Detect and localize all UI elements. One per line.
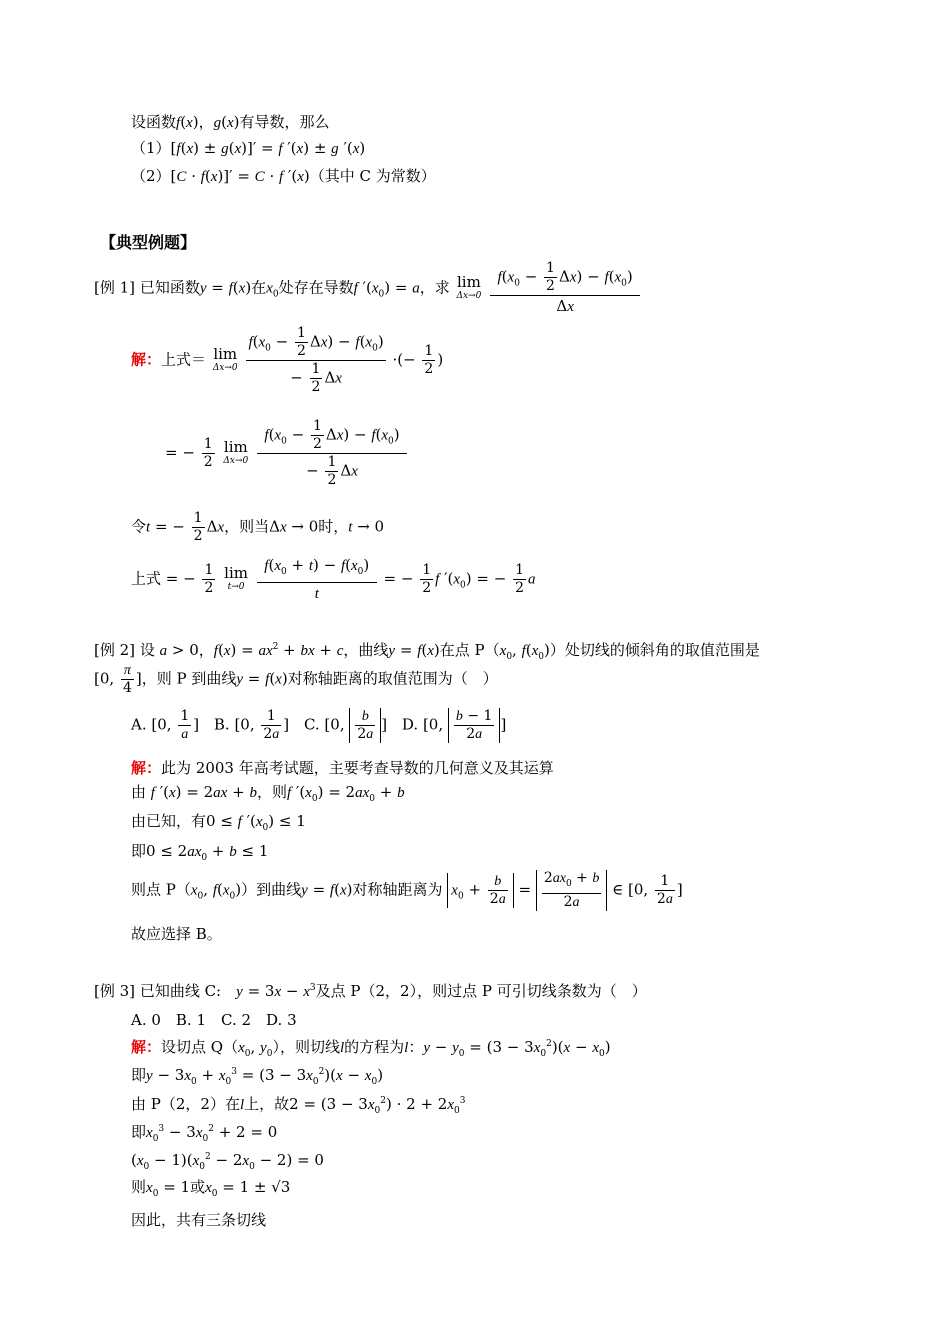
ex2-stem: [例 2] 设 a > 0，$f(x) = ax^2$ + bx + c，曲线y = f(x)在点 $P(x_0$, $f(x_0)$）处切线的倾斜角的取值范围是: [94, 641, 760, 662]
ex1-step1: 解：上式＝ lim Δx→0 $f(x_0$ − $\frac{1}{2}$ $\Delta x) - f(x_0)$ − $\frac{1}{2}$ Δx ·(− $\frac{1}{2}$ ): [131, 325, 444, 395]
ex2-sol: 解：此为 2003 年高考试题，主要考查导数的几何意义及其运算: [131, 759, 554, 777]
ex2-options: A. [0, $\frac{1}{a}$ ] B. [0, $\frac{1}{2a}$ ] C. [0, $\frac{b}{2a}$ ] D. [0, $\frac{b - 1}{2a}$ ]: [131, 708, 507, 742]
ex3-s6: 则$x_0 = 1$或$x_0 = 1 \pm √3$: [131, 1178, 291, 1199]
ex3-s1: 解：设切点 $Q(x_0$, $y_0$），则切线l的方程为l：$y - y_0 = (3 - 3x_0^2)(x - x_0)$: [131, 1038, 611, 1059]
ex1-stem: [例 1] 已知函数y = f(x)在$x_0$处存在导数f $'(x_0) = a$，求 lim Δx→0 $f(x_0$ − $\frac{1}{2}$ $\Delta x) - f(x_0)$ Δx: [94, 260, 642, 317]
ex3-s5: $(x_0 - 1)(x_0^2 - 2x_0 - 2) = 0$: [131, 1151, 324, 1172]
ex2-conclusion: 故应选择 B。: [131, 925, 222, 943]
ex2-s2: 由 f ′(x) = 2ax + b，则f $'(x_0) = 2ax_0 + b$: [131, 783, 405, 804]
ex2-stem-2: [0, $\frac{\pi}{4}$ ]，则 P 到曲线y = f(x)对称轴距离的取值范围为（ ）: [94, 663, 498, 696]
rule-2: （2）[C · f(x)]′ = C · f ′(x)（其中 C 为常数）: [131, 167, 436, 185]
ex2-s3: 由已知，有0 ≤ f $'(x_0) \le 1$: [131, 812, 306, 833]
ex3-stem: [例 3] 已知曲线 C: $y = 3x - x^3$及点 P（2，2），则过点 P 可引切线条数为（ ）: [94, 982, 647, 1000]
ex2-s4: 即$0 \le 2ax_0 + b \le 1$: [131, 842, 269, 863]
ex1-step2: = − $\frac{1}{2}$ lim Δx→0 $f(x_0$ − $\frac{1}{2}$ $\Delta x) - f(x_0)$ − $\frac{1}{2}$ Δx: [165, 418, 409, 489]
ex3-s2: 即$y - 3x_0 + x_0^3 = (3 - 3x_0^2)(x - x_0)$: [131, 1066, 384, 1087]
section-title: 【典型例题】: [100, 233, 197, 252]
ex1-sub: 令t = − $\frac{1}{2}$ Δx，则当Δx → 0时，t → 0: [131, 510, 385, 544]
ex3-s3: 由 P（2，2）在l上，故$2 = (3 - 3x_0^2) \cdot 2 + 2x_0^3$: [131, 1095, 466, 1116]
ex1-final: 上式 = − $\frac{1}{2}$ lim t→0 $\frac{f(x_0 + t) - f(x_0)}{t}$ = − $\frac{1}{2}$ f $'(x_0)$ = − $\frac{1}{2}$ a: [131, 556, 536, 602]
ex3-options: A. 0 B. 1 C. 2 D. 3: [131, 1011, 297, 1029]
ex2-s5: 则点 $P(x_0$, $f(x_0)$）到曲线y = f(x)对称轴距离为 $x_0$ + $\frac{b}{2a}$ = $\frac{2ax_0 + b}{2a}$ ∈ [0, $\frac{1}{2a}$ ]: [131, 870, 683, 910]
rule-1: （1）[f(x) ± g(x)]′ = f ′(x) ± g ′(x): [131, 139, 366, 157]
rule-intro: 设函数f(x)，g(x)有导数，那么: [131, 113, 330, 131]
ex3-s4: 即$x_0^3 - 3x_0^2 + 2 = 0$: [131, 1123, 278, 1144]
ex3-conclusion: 因此，共有三条切线: [131, 1211, 267, 1229]
